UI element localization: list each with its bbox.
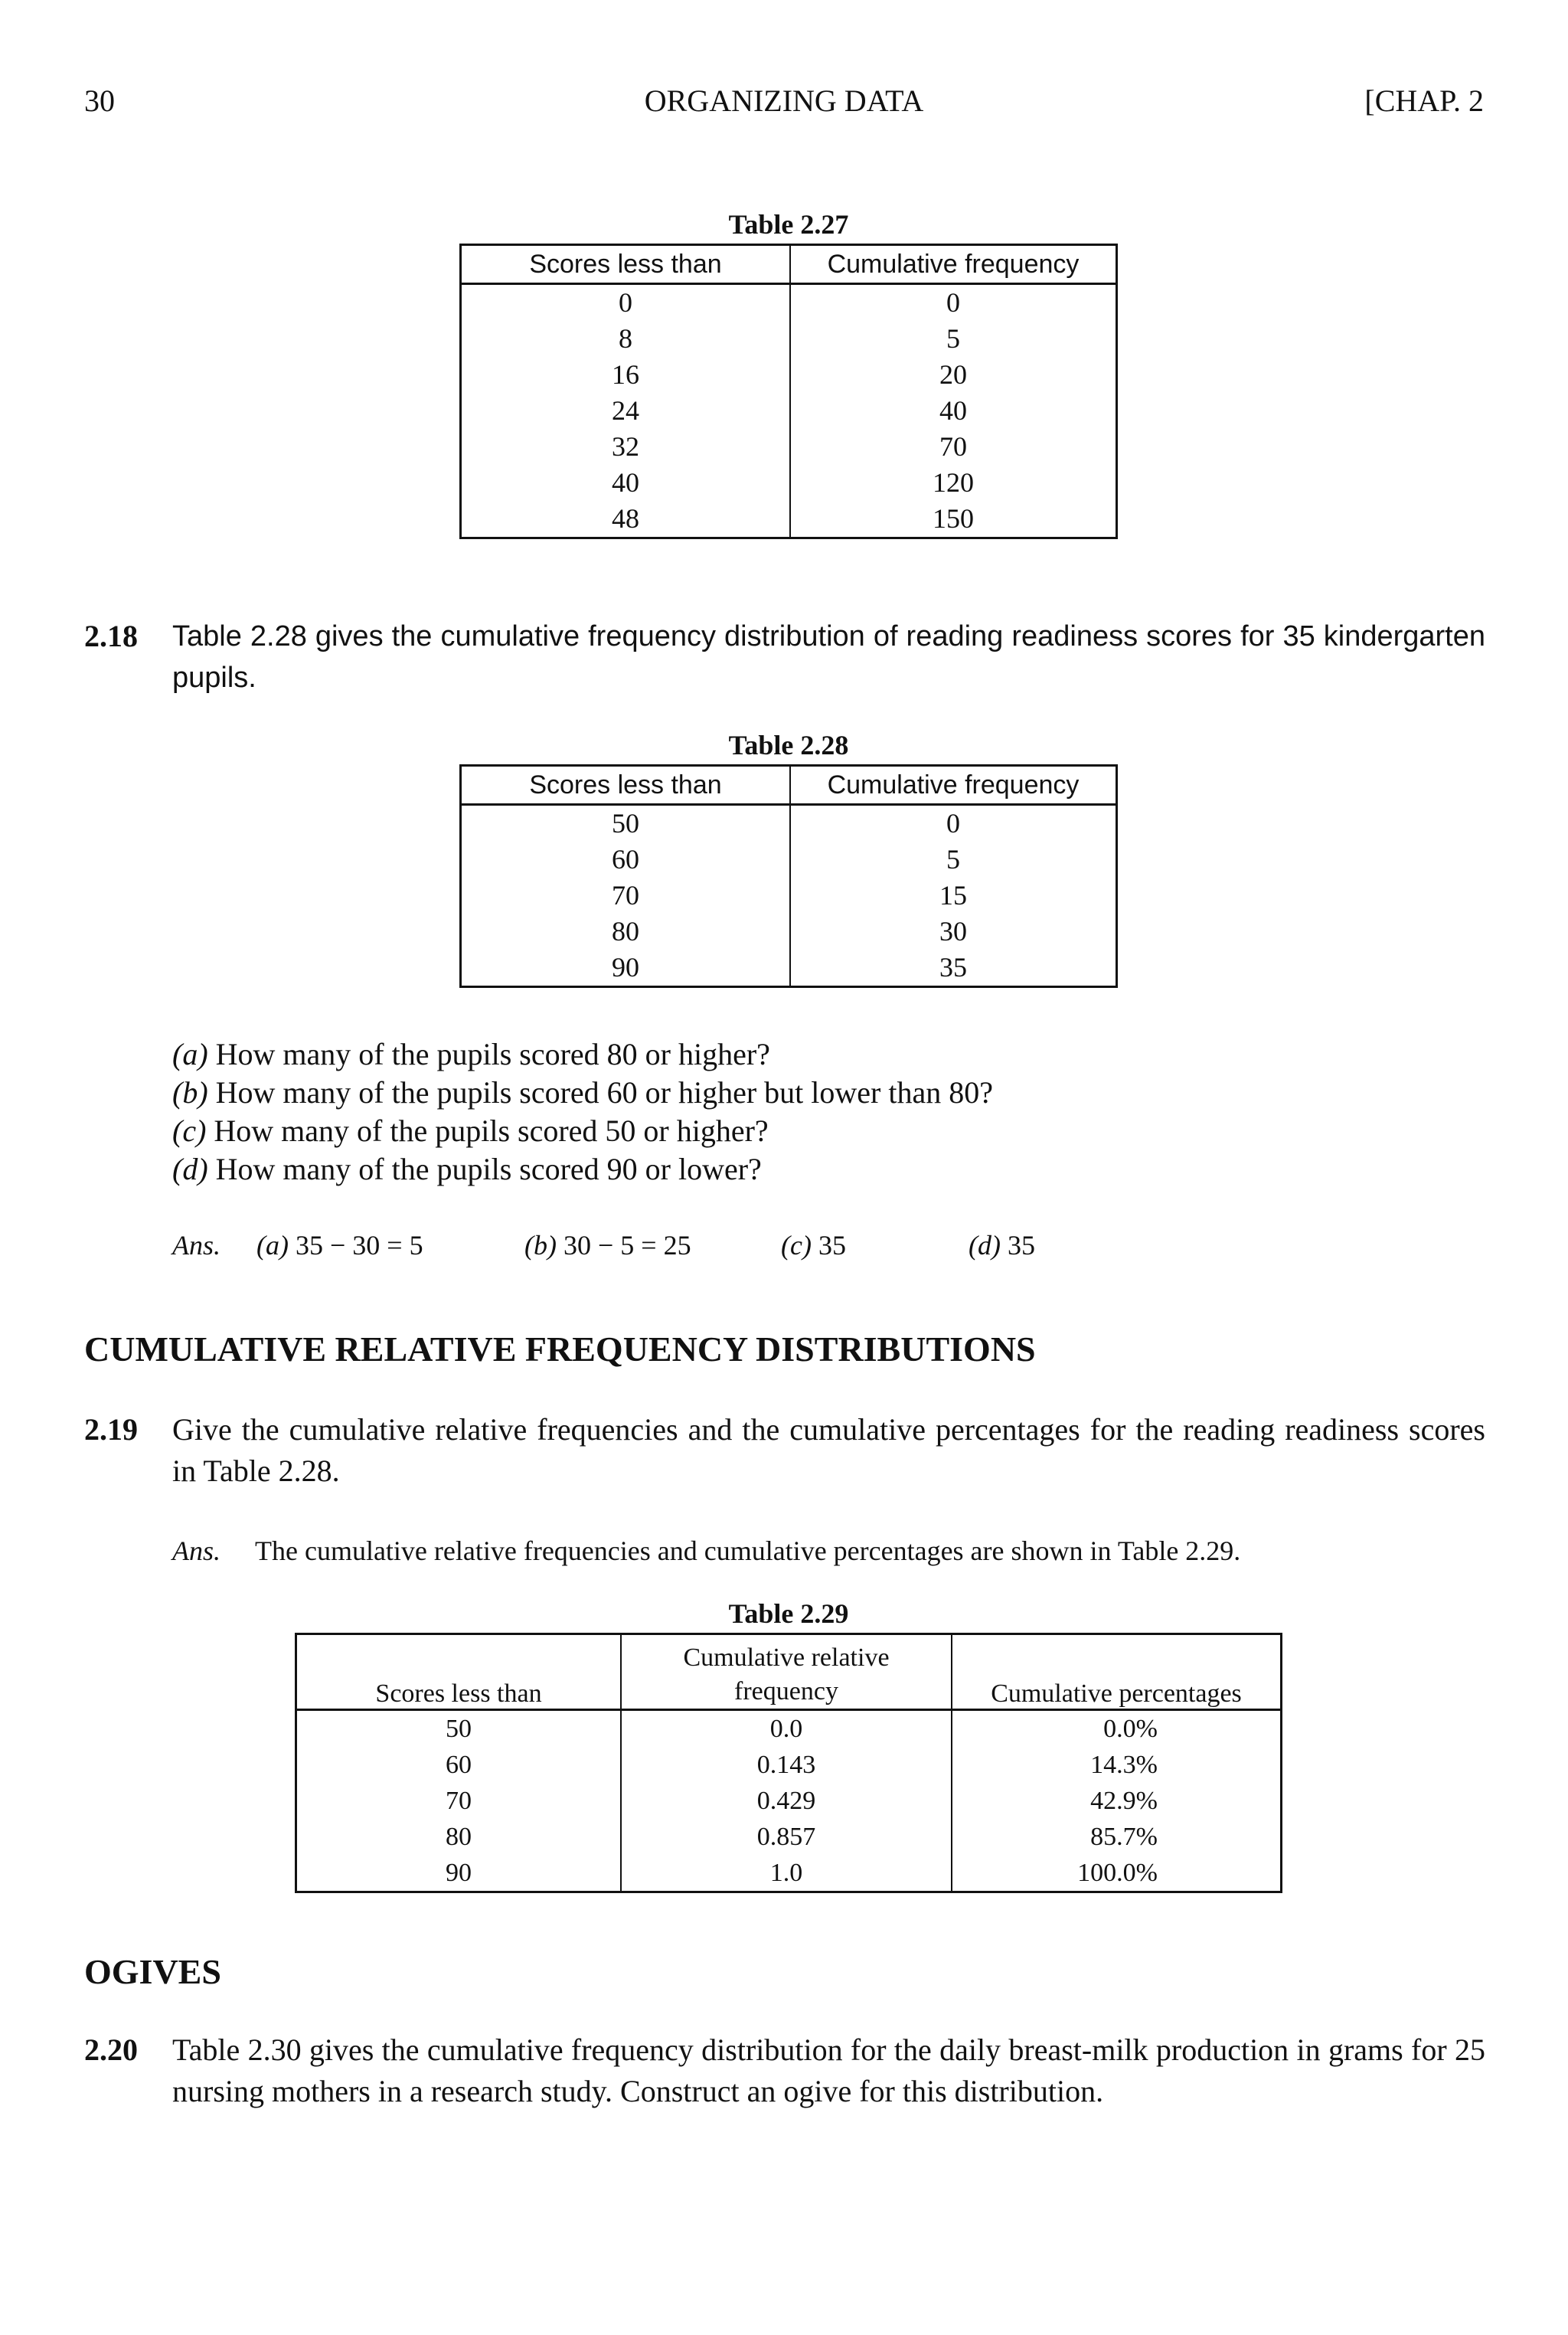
column-header: Scores less than (461, 766, 791, 805)
list-item (172, 1112, 993, 1150)
table-row (461, 465, 1117, 501)
answer-prefix: Ans. (172, 1230, 220, 1261)
table-2-27 (459, 244, 1118, 539)
table-cell: 100.0% (952, 1855, 1282, 1892)
answer-item (256, 1229, 423, 1261)
problem-number: 2.18 (84, 619, 138, 653)
section-heading-ogives: OGIVES (84, 1952, 221, 1991)
table-cell: 16 (461, 357, 791, 393)
answers-2-18 (172, 1229, 1244, 1267)
table-row (296, 1783, 1282, 1819)
table-cell: 60 (296, 1747, 622, 1783)
table-cell: 40 (461, 465, 791, 501)
problem-2-20 (84, 2029, 1485, 2112)
table-2-29 (295, 1633, 1282, 1893)
table-cell: 40 (790, 393, 1117, 429)
problem-text: Give the cumulative relative frequencies and the cumulative percentages for the reading readiness scores in Table 2.28. (172, 1412, 1485, 1488)
table-cell: 90 (296, 1855, 622, 1892)
table-cell: 20 (790, 357, 1117, 393)
answer-label: (d) (969, 1230, 1001, 1261)
problem-number: 2.19 (84, 1412, 138, 1447)
answer-text: 30 − 5 = 25 (563, 1230, 691, 1261)
table-row (461, 950, 1117, 987)
problem-2-18 (84, 616, 1485, 698)
table-row (461, 321, 1117, 357)
table-cell: 32 (461, 429, 791, 465)
answer-item (781, 1229, 846, 1261)
table-row (461, 501, 1117, 538)
table-cell: 5 (790, 321, 1117, 357)
answer-label: (c) (781, 1230, 812, 1261)
column-header: Cumulative percentages (952, 1634, 1282, 1710)
table-cell: 90 (461, 950, 791, 987)
problem-number: 2.20 (84, 2032, 138, 2067)
question-text: How many of the pupils scored 90 or lower? (215, 1152, 762, 1186)
table-cell: 5 (790, 842, 1117, 878)
question-list (172, 1035, 993, 1189)
column-header: Cumulative frequency (790, 245, 1117, 284)
answer-item (969, 1229, 1035, 1261)
table-cell: 70 (296, 1783, 622, 1819)
table-cell: 0.429 (621, 1783, 952, 1819)
table-row (461, 357, 1117, 393)
table-cell: 0 (790, 284, 1117, 322)
table-cell: 48 (461, 501, 791, 538)
table-row (296, 1710, 1282, 1748)
table-cell: 30 (790, 914, 1117, 950)
answer-label: (b) (524, 1230, 557, 1261)
question-text: How many of the pupils scored 60 or higher but lower than 80? (215, 1075, 993, 1110)
running-title: ORGANIZING DATA (644, 83, 924, 118)
problem-text: Table 2.30 gives the cumulative frequency distribution for the daily breast-milk production in grams for 25 nursing mothers in a research study. Construct an ogive for this distribution. (172, 2032, 1485, 2108)
table-cell: 0 (461, 284, 791, 322)
table-row (461, 914, 1117, 950)
table-cell: 50 (461, 805, 791, 842)
column-header-line: Cumulative relative (683, 1643, 890, 1672)
column-header: Scores less than (461, 245, 791, 284)
table-row (296, 1747, 1282, 1783)
table-2-28-caption: Table 2.28 (728, 730, 849, 760)
table-cell: 1.0 (621, 1855, 952, 1892)
table-cell: 70 (461, 878, 791, 914)
table-cell: 70 (790, 429, 1117, 465)
table-row (461, 284, 1117, 322)
table-row (461, 393, 1117, 429)
question-label: (a) (172, 1037, 208, 1071)
table-cell: 80 (296, 1819, 622, 1855)
table-cell: 0.0% (952, 1710, 1282, 1748)
section-heading-crfd: CUMULATIVE RELATIVE FREQUENCY DISTRIBUTIONS (84, 1329, 1036, 1369)
table-row (296, 1819, 1282, 1855)
table-2-27-caption: Table 2.27 (728, 209, 849, 240)
question-label: (c) (172, 1114, 207, 1148)
table-cell: 0.143 (621, 1747, 952, 1783)
table-cell: 0.857 (621, 1819, 952, 1855)
answer-prefix: Ans. (172, 1535, 220, 1566)
column-header (621, 1634, 952, 1710)
answer-text: 35 (818, 1230, 846, 1261)
table-cell: 24 (461, 393, 791, 429)
table-cell: 0.0 (621, 1710, 952, 1748)
problem-text: Table 2.28 gives the cumulative frequency distribution of reading readiness scores for 35 kindergarten pupils. (172, 620, 1485, 694)
column-header-line: frequency (734, 1677, 838, 1705)
table-row (461, 842, 1117, 878)
answer-text: 35 (1007, 1230, 1035, 1261)
table-cell: 60 (461, 842, 791, 878)
table-row (461, 878, 1117, 914)
table-cell: 15 (790, 878, 1117, 914)
answer-text: 35 − 30 = 5 (295, 1230, 423, 1261)
answer-2-19 (172, 1535, 1240, 1567)
answer-item (524, 1229, 691, 1261)
table-cell: 42.9% (952, 1783, 1282, 1819)
table-cell: 150 (790, 501, 1117, 538)
table-2-29-caption: Table 2.29 (728, 1598, 849, 1629)
table-cell: 0 (790, 805, 1117, 842)
column-header: Cumulative frequency (790, 766, 1117, 805)
table-cell: 120 (790, 465, 1117, 501)
table-cell: 8 (461, 321, 791, 357)
table-cell: 80 (461, 914, 791, 950)
table-row (296, 1855, 1282, 1892)
table-cell: 85.7% (952, 1819, 1282, 1855)
question-text: How many of the pupils scored 50 or higher? (214, 1114, 769, 1148)
answer-text: The cumulative relative frequencies and cumulative percentages are shown in Table 2.29. (255, 1535, 1241, 1566)
question-text: How many of the pupils scored 80 or higher? (215, 1037, 770, 1071)
list-item (172, 1035, 993, 1074)
list-item (172, 1074, 993, 1112)
table-row (461, 429, 1117, 465)
page-number: 30 (84, 83, 115, 118)
question-label: (d) (172, 1152, 208, 1186)
column-header: Scores less than (296, 1634, 622, 1710)
table-row (461, 805, 1117, 842)
chapter-label: [CHAP. 2 (1364, 83, 1484, 118)
problem-2-19 (84, 1409, 1485, 1492)
table-cell: 50 (296, 1710, 622, 1748)
table-2-28 (459, 764, 1118, 988)
question-label: (b) (172, 1075, 208, 1110)
table-cell: 35 (790, 950, 1117, 987)
list-item (172, 1150, 993, 1189)
answer-label: (a) (256, 1230, 289, 1261)
table-cell: 14.3% (952, 1747, 1282, 1783)
